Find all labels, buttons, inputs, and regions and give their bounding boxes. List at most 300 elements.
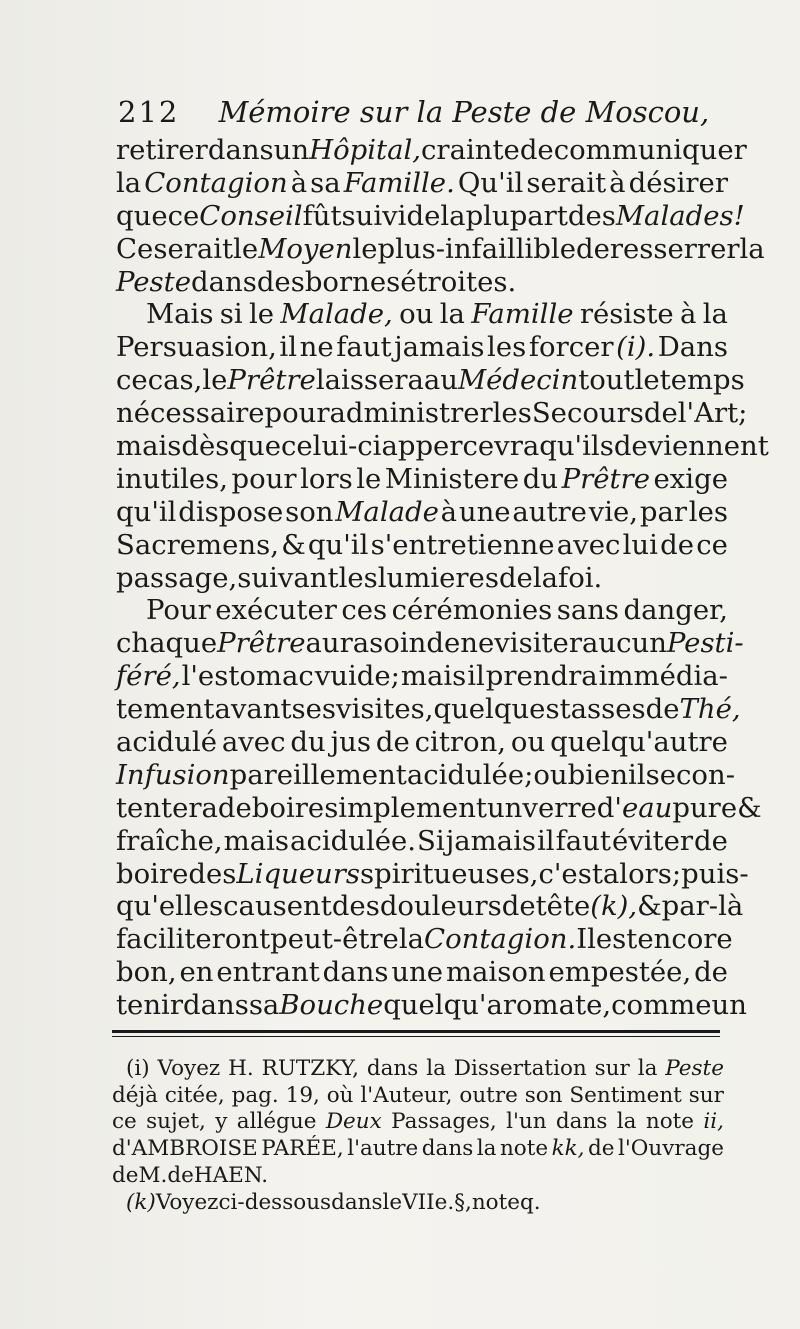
word: Famille	[471, 298, 574, 331]
word: bien	[567, 758, 629, 791]
word: la	[116, 166, 142, 199]
word: l'Art;	[677, 397, 748, 430]
word: mais	[116, 430, 182, 463]
word: bon,	[116, 956, 177, 989]
word: Ce	[116, 232, 154, 265]
word: cérémonies	[391, 594, 553, 627]
word: laissera	[315, 364, 424, 397]
footnote-line	[112, 1190, 724, 1217]
word: quelques	[433, 693, 560, 726]
word: la	[398, 923, 425, 956]
word: note	[645, 1109, 694, 1135]
word: à	[440, 495, 458, 528]
word: jamais	[445, 824, 536, 857]
word: la	[440, 199, 466, 232]
word: (i)	[126, 1056, 150, 1081]
page-number: 212	[118, 95, 180, 129]
word: Prêtre	[561, 462, 650, 495]
word: bornes	[304, 265, 401, 298]
word: spiritueuses,	[360, 857, 539, 890]
word: visiter	[494, 627, 582, 660]
word: allégue	[236, 1109, 317, 1135]
word: PARÉE,	[261, 1136, 344, 1162]
word: dans	[322, 956, 389, 989]
text-line	[116, 134, 747, 167]
word: aucun	[581, 627, 667, 660]
word: sujet,	[146, 1109, 206, 1135]
word: à	[609, 166, 626, 199]
word: de	[217, 791, 252, 824]
word: dès	[181, 430, 230, 463]
word: Bouche	[279, 989, 384, 1022]
word: Si	[417, 824, 445, 857]
text-line	[116, 660, 728, 693]
word: ce	[167, 199, 200, 232]
word: acidulée;	[406, 758, 534, 791]
text-line	[116, 758, 735, 792]
word: boire	[116, 857, 189, 890]
text-line	[116, 364, 745, 397]
word: il	[279, 331, 298, 364]
text-line	[116, 923, 733, 956]
word: &	[281, 528, 306, 561]
word: ou	[399, 298, 434, 331]
text-line	[116, 331, 728, 364]
word: Il	[576, 923, 596, 956]
word: RUTZKY,	[261, 1056, 359, 1081]
word: lors	[300, 462, 353, 495]
word: de	[501, 890, 536, 923]
word: les	[492, 397, 532, 430]
word: les	[487, 331, 527, 364]
footnote-line	[112, 1056, 724, 1083]
word: il	[628, 758, 646, 791]
word: qu'il	[116, 495, 177, 528]
word: celui-ci	[280, 430, 382, 463]
word: aura	[305, 627, 370, 660]
word: Sentiment	[569, 1082, 682, 1108]
word: ce	[116, 364, 148, 397]
word: la	[426, 1056, 446, 1081]
word: en	[179, 956, 214, 989]
word: acidulée.	[290, 824, 417, 857]
word: Passages,	[391, 1109, 497, 1135]
word: Qu'il	[457, 166, 524, 199]
word: dans	[190, 265, 257, 298]
word: s'entretienne	[370, 528, 555, 561]
word: temps	[659, 364, 745, 397]
word: plupart	[465, 199, 568, 232]
footnote-line	[112, 1109, 724, 1136]
word: du	[522, 462, 559, 495]
word: Prêtre	[227, 364, 316, 397]
word: pure	[672, 791, 738, 824]
word: VIIe.	[402, 1189, 455, 1215]
word: de	[406, 199, 441, 232]
word: des	[256, 265, 305, 298]
word: suivant	[237, 561, 339, 594]
word: Sacremens,	[116, 528, 279, 561]
word: vuide;	[314, 660, 400, 693]
word: des	[331, 890, 380, 923]
word: de	[588, 1136, 615, 1162]
word: que	[229, 430, 281, 463]
word: Ministere	[384, 462, 520, 495]
word: faut	[336, 331, 392, 364]
word: Secours	[531, 397, 644, 430]
text-line	[116, 298, 728, 331]
word: tout	[578, 364, 635, 397]
footnote-line	[112, 1083, 724, 1110]
word: Dissertation	[453, 1056, 587, 1081]
word: Voyez	[155, 1189, 219, 1215]
word: kk,	[551, 1136, 585, 1162]
word: cas,	[147, 364, 203, 397]
word: forcer	[528, 331, 614, 364]
word: la	[476, 1136, 497, 1162]
word: se	[645, 758, 677, 791]
word: tasses	[559, 693, 646, 726]
text-line	[116, 956, 728, 989]
word: le	[634, 364, 660, 397]
word: éviter	[611, 824, 694, 857]
text-line	[116, 529, 728, 562]
word: la	[439, 298, 465, 331]
word: le	[249, 298, 275, 331]
word: y	[215, 1109, 228, 1135]
word: Malade,	[280, 298, 393, 331]
word: mais	[223, 824, 290, 857]
word: foi.	[558, 561, 603, 594]
word: inutiles,	[116, 462, 228, 495]
main-text	[116, 134, 769, 1022]
word: par	[639, 495, 687, 528]
word: empestée,	[548, 956, 692, 989]
word: ou	[533, 758, 568, 791]
word: de	[575, 232, 610, 265]
word: un	[273, 134, 310, 166]
word: l'Ouvrage	[618, 1136, 724, 1162]
word: de	[694, 956, 728, 989]
word: HAEN.	[193, 1162, 269, 1188]
word: il	[467, 660, 485, 693]
word: Mais	[146, 298, 214, 331]
word: à	[679, 298, 697, 331]
word: immédia-	[598, 660, 728, 693]
word: serait	[153, 232, 234, 265]
word: encore	[637, 923, 733, 956]
text-line	[116, 825, 728, 858]
word: lumieres	[377, 561, 499, 594]
word: un	[711, 989, 747, 1022]
text-line	[116, 463, 728, 496]
word: le	[356, 462, 382, 495]
word: dispose	[178, 495, 284, 528]
word: vie,	[588, 495, 639, 528]
word: la	[702, 298, 728, 331]
word: Deux	[325, 1109, 382, 1135]
word: appercevra	[381, 430, 540, 463]
word: simplement	[324, 791, 487, 824]
word: désirer	[628, 166, 728, 199]
word: comme	[611, 989, 712, 1022]
word: citron,	[414, 726, 507, 759]
word: ne	[299, 331, 334, 364]
word: q.	[519, 1189, 541, 1215]
word: visites,	[336, 693, 434, 726]
word: à	[290, 166, 308, 199]
word: Contagion.	[424, 923, 577, 956]
text-line	[116, 791, 762, 825]
word: citée,	[164, 1082, 225, 1108]
word: d'AMBROISE	[112, 1136, 258, 1162]
word: acidulé	[116, 726, 217, 759]
word: il	[537, 824, 555, 857]
word: &	[737, 791, 762, 824]
word: Malade	[335, 495, 439, 528]
text-line	[116, 857, 749, 891]
word: Voyez	[157, 1056, 221, 1081]
word: Conseil	[199, 199, 303, 232]
word: sur	[688, 1082, 724, 1108]
word: tenir	[116, 989, 183, 1022]
word: faciliteront	[116, 923, 271, 956]
word: dans	[331, 1189, 383, 1215]
word: de	[519, 134, 554, 166]
word: qu'elles	[116, 890, 224, 923]
word: de	[167, 1162, 194, 1188]
word: Peste	[116, 265, 191, 298]
word: prendra	[485, 660, 598, 693]
word: tête	[535, 890, 591, 923]
word: passage,	[116, 561, 238, 594]
word: Persuasion,	[116, 331, 277, 364]
word: étroites.	[400, 265, 517, 298]
word: les	[338, 561, 378, 594]
word: plus-infaillible	[377, 232, 576, 265]
word: de	[375, 726, 410, 759]
word: ce	[696, 528, 728, 561]
word: avant	[214, 693, 292, 726]
word: serait	[526, 166, 607, 199]
word: une	[391, 956, 444, 989]
footnote-rule-thin	[112, 1036, 720, 1037]
word: l'Auteur,	[360, 1082, 453, 1108]
word: note	[471, 1189, 520, 1215]
word: Famille.	[343, 166, 455, 199]
word: pour	[231, 462, 297, 495]
word: exécuter	[215, 594, 337, 627]
word: des	[567, 199, 616, 232]
word: dans	[207, 134, 274, 166]
word: si	[219, 298, 243, 331]
word: Moyen	[258, 232, 353, 265]
word: faut	[555, 824, 611, 857]
word: entrant	[216, 956, 320, 989]
word: Malades!	[615, 199, 745, 232]
word: par-là	[661, 890, 744, 923]
word: peut-être	[270, 923, 399, 956]
word: la	[532, 561, 559, 594]
footnote-line	[112, 1163, 724, 1190]
word: Pour	[146, 594, 211, 627]
word: dans	[555, 1109, 608, 1135]
footnote-rule	[112, 1030, 720, 1033]
word: pareillement	[229, 758, 407, 791]
footnote-line	[112, 1136, 724, 1163]
word: quelqu'autre	[550, 726, 728, 759]
word: boire	[251, 791, 325, 824]
word: ne	[460, 627, 495, 660]
word: sans	[556, 594, 620, 627]
word: de	[660, 528, 695, 561]
word: pour	[264, 397, 330, 430]
word: nécessaire	[116, 397, 265, 430]
word: mais	[400, 660, 467, 693]
word: féré,	[116, 660, 181, 693]
word: de	[426, 627, 461, 660]
word: c'est	[538, 857, 603, 890]
word: deviennent	[613, 430, 769, 463]
word: con-	[676, 758, 735, 791]
word: Liqueurs	[236, 857, 361, 890]
word: Peste	[665, 1056, 724, 1081]
word: quelqu'aromate,	[383, 989, 612, 1022]
word: dans	[421, 1136, 474, 1162]
word: administrer	[329, 397, 493, 430]
word: §,	[454, 1189, 472, 1215]
word: de	[112, 1162, 139, 1188]
word: alors;	[602, 857, 682, 890]
text-line	[116, 627, 744, 660]
word: verre	[522, 791, 597, 824]
running-header	[118, 90, 710, 134]
word: de	[645, 693, 680, 726]
word: où	[326, 1082, 354, 1108]
word: exige	[653, 462, 728, 495]
word: suivi	[341, 199, 407, 232]
word: (k),	[590, 890, 638, 923]
word: Thé,	[679, 693, 741, 726]
word: (k)	[126, 1189, 156, 1215]
word: son	[524, 1082, 563, 1108]
word: un	[486, 791, 523, 824]
word: jus	[330, 726, 371, 759]
word: ou	[510, 726, 546, 759]
word: la	[739, 232, 765, 265]
word: lui	[622, 528, 658, 561]
word: qu'ils	[539, 430, 614, 463]
word: ii,	[703, 1109, 724, 1135]
word: Prêtre	[217, 627, 306, 660]
word: maison	[445, 956, 546, 989]
word: des	[188, 857, 237, 890]
word: avec	[556, 528, 621, 561]
word: soin	[369, 627, 427, 660]
word: de	[498, 561, 533, 594]
word: ci-dessous	[218, 1189, 332, 1215]
word: le	[352, 232, 378, 265]
word: sa	[310, 166, 341, 199]
text-line	[116, 693, 741, 726]
word: avec	[221, 726, 286, 759]
word: causent	[223, 890, 332, 923]
text-line	[116, 496, 728, 529]
word: retirer	[116, 134, 208, 166]
word: Hôpital,	[309, 134, 422, 166]
text-line	[116, 266, 728, 299]
running-title: Mémoire sur la Peste de Moscou,	[218, 95, 710, 129]
text-line	[116, 890, 744, 923]
word: son	[285, 495, 334, 528]
word: le	[382, 1189, 403, 1215]
word: fût	[302, 199, 342, 232]
word: Pesti-	[666, 627, 744, 660]
word: de	[694, 824, 728, 857]
word: déjà	[112, 1082, 158, 1108]
word: au	[423, 364, 458, 397]
text-line	[116, 430, 769, 463]
word: H.	[228, 1056, 254, 1081]
word: ce	[112, 1109, 137, 1135]
word: l'autre	[347, 1136, 419, 1162]
word: M.	[138, 1162, 168, 1188]
word: ses	[291, 693, 337, 726]
word: Contagion	[144, 166, 288, 199]
word: une	[458, 495, 511, 528]
word: dans	[366, 1056, 419, 1081]
word: puis-	[681, 857, 749, 890]
text-line	[116, 232, 765, 266]
word: est	[595, 923, 638, 956]
word: le	[202, 364, 228, 397]
word: la	[616, 1109, 637, 1135]
word: autre	[512, 495, 587, 528]
word: outre	[459, 1082, 518, 1108]
word: Dans	[657, 331, 728, 364]
text-line	[116, 726, 728, 759]
word: d'eau	[596, 791, 673, 824]
word: communiquer	[553, 134, 747, 166]
word: qu'il	[307, 528, 369, 561]
word: le	[233, 232, 259, 265]
word: Médecin	[457, 364, 579, 397]
word: &	[637, 890, 662, 923]
text-line	[116, 989, 747, 1022]
word: douleurs	[379, 890, 502, 923]
word: danger,	[623, 594, 728, 627]
word: du	[290, 726, 326, 759]
word: resserrer	[609, 232, 740, 265]
word: Infusion	[116, 758, 230, 791]
word: fraîche,	[116, 824, 223, 857]
word: de	[643, 397, 678, 430]
word: l'un	[506, 1109, 547, 1135]
text-line	[116, 167, 728, 200]
word: crainte	[421, 134, 520, 166]
text-line	[116, 199, 745, 233]
word: sur	[594, 1056, 630, 1081]
word: chaque	[116, 627, 218, 660]
word: (i).	[616, 331, 656, 364]
footnotes	[112, 1056, 724, 1216]
word: la	[637, 1056, 658, 1081]
text-line	[116, 562, 728, 595]
word: résiste	[579, 298, 674, 331]
word: dans	[182, 989, 249, 1022]
word: tement	[116, 693, 215, 726]
word: tentera	[116, 791, 218, 824]
